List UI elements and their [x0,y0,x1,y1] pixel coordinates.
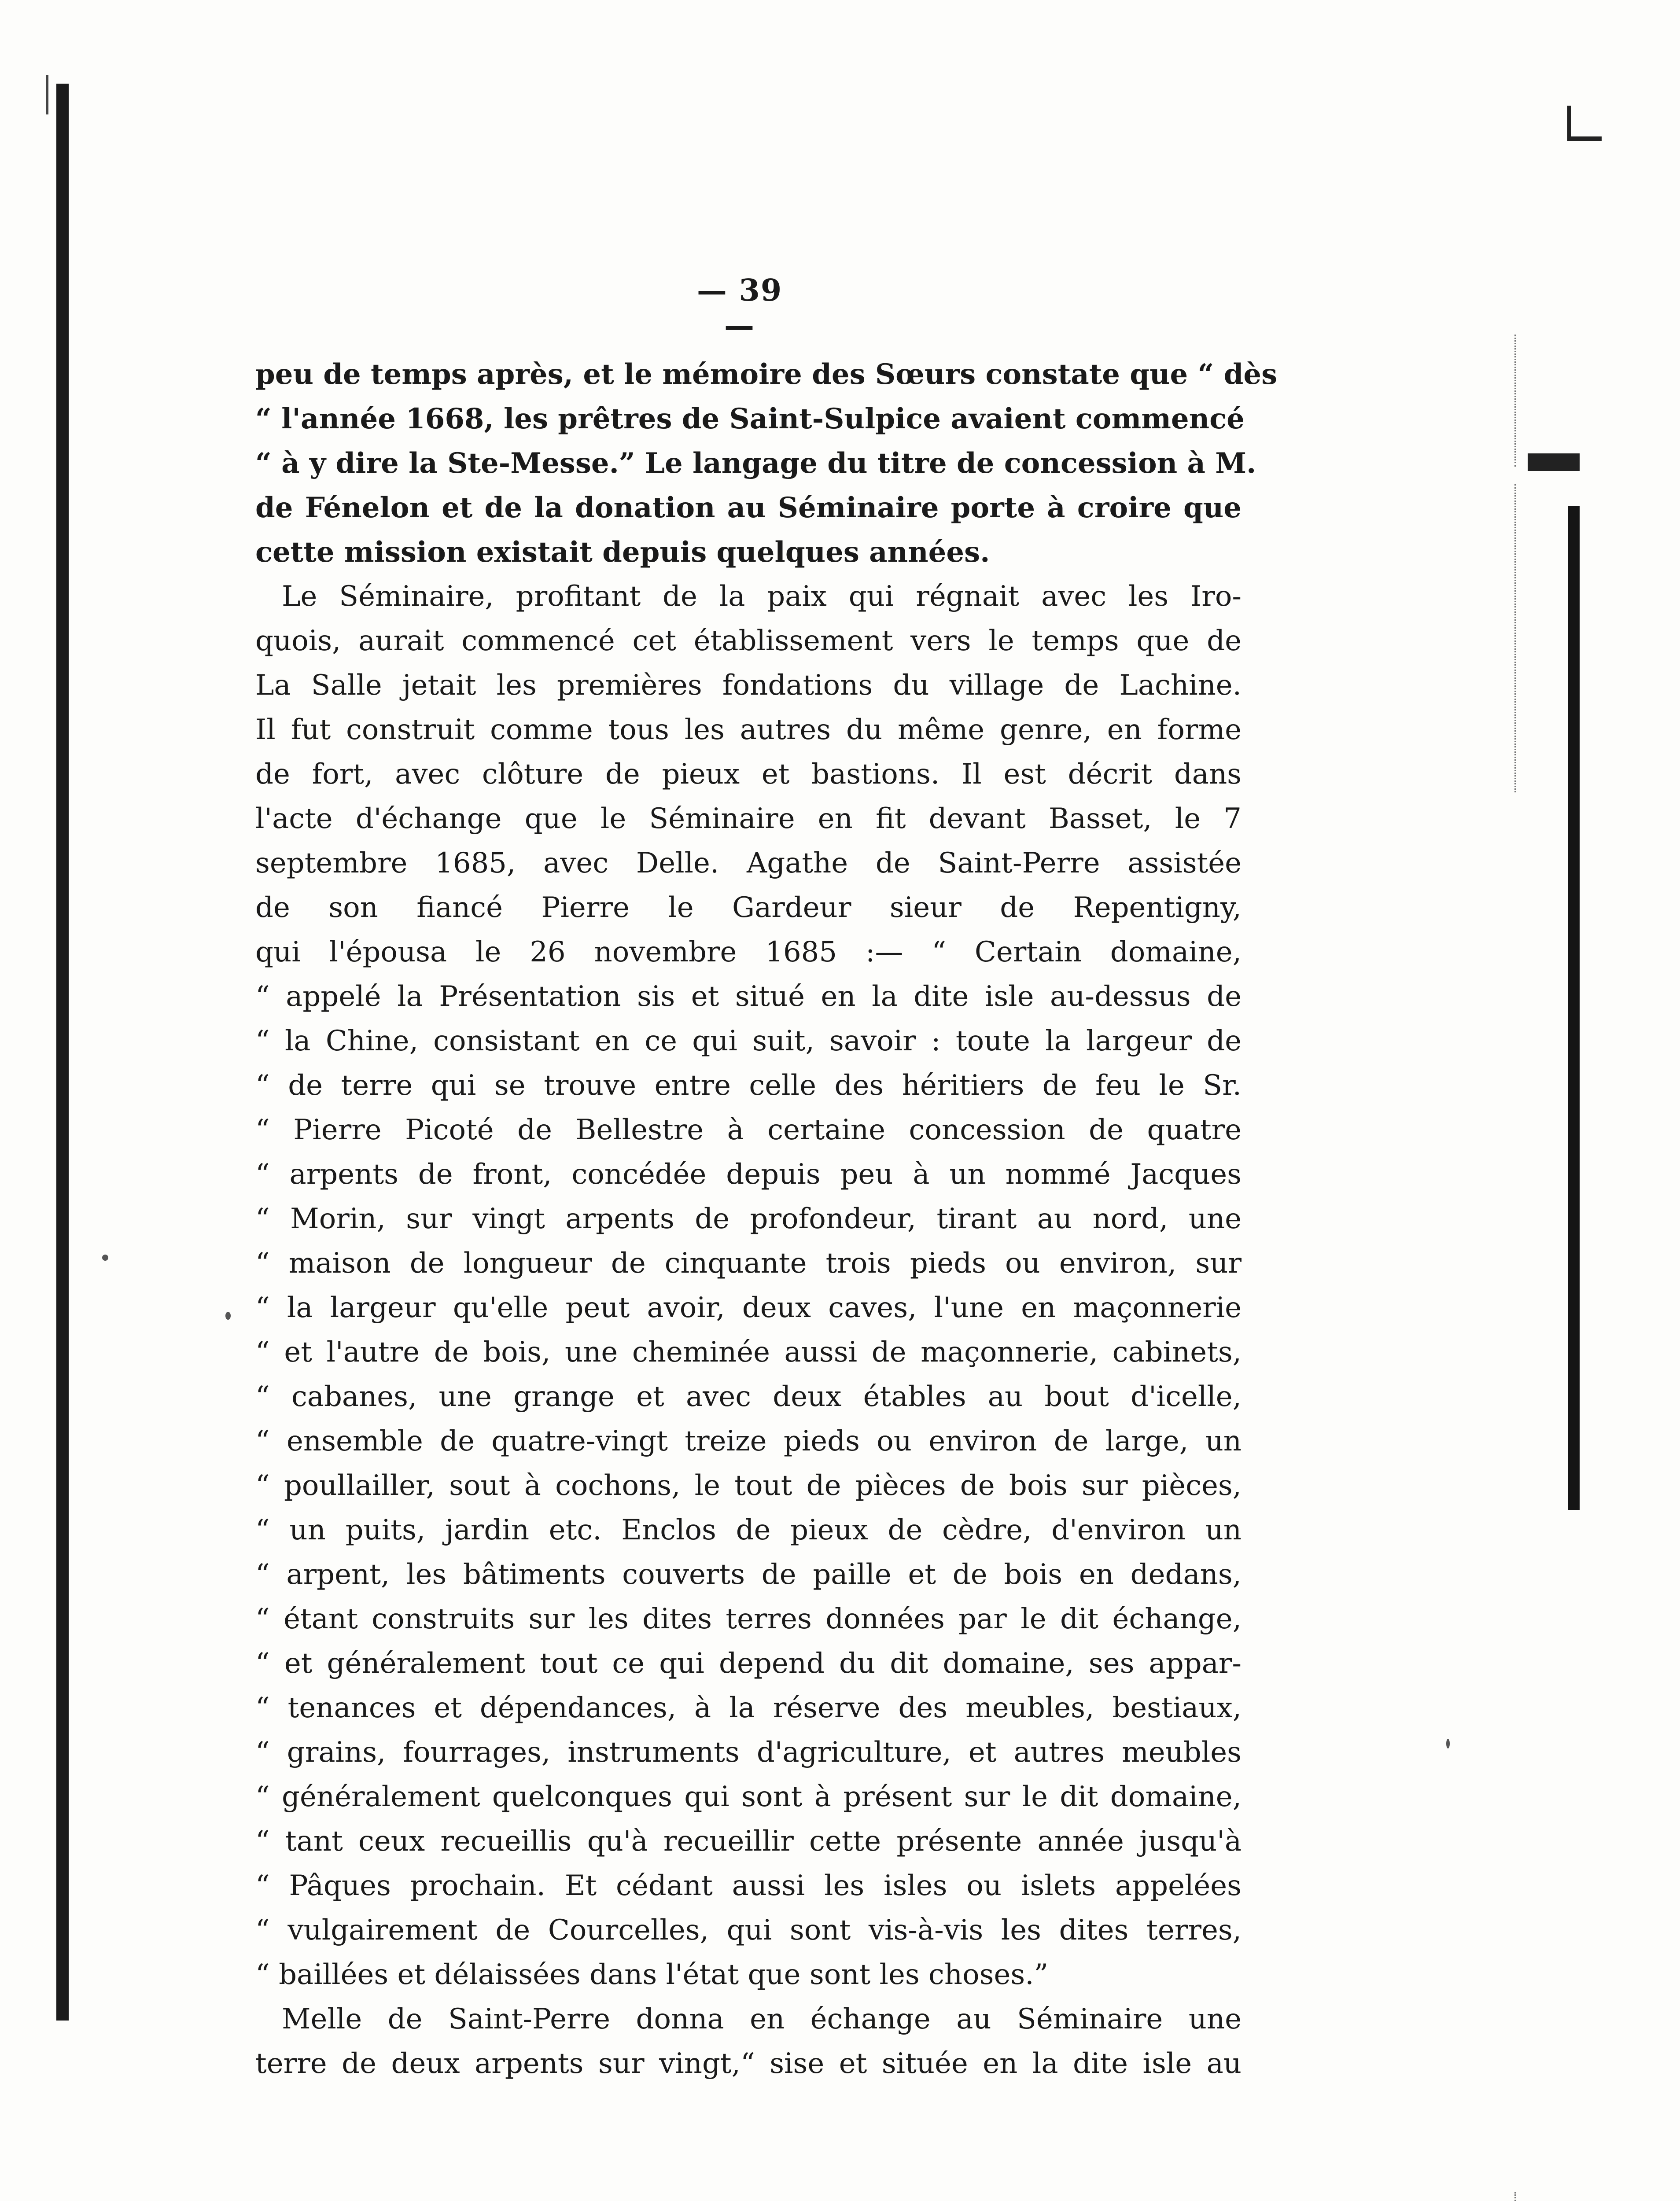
text-line: “ vulgairement de Courcelles, qui sont vis-à-vis les dites terres, [255,1914,1242,1947]
text-line: Melle de Saint-Perre donna en échange au Séminaire une [282,2003,1242,2035]
text-line: “ baillées et délaissées dans l'état que sont les choses.” [255,1958,1049,1991]
text-line: “ étant construits sur les dites terres données par le dit échange, [255,1603,1242,1635]
text-line: “ tant ceux recueillis qu'à recueillir cette présente année jusqu'à [255,1825,1242,1858]
scan-noise [1514,484,1569,792]
text-line: “ arpent, les bâtiments couverts de paille et de bois en dedans, [255,1558,1242,1591]
text-line: de Fénelon et de la donation au Séminaire porte à croire que [255,491,1242,524]
scan-edge-right [1568,506,1580,1510]
text-line: “ Morin, sur vingt arpents de profondeur, tirant au nord, une [255,1203,1242,1235]
scan-speck [225,1312,231,1320]
text-line: “ maison de longueur de cinquante trois pieds ou environ, sur [255,1247,1242,1280]
scan-speck [102,1255,108,1261]
text-line: “ Pâques prochain. Et cédant aussi les isles ou islets appelées [255,1870,1242,1902]
text-line: “ et généralement tout ce qui depend du dit domaine, ses appar- [255,1647,1242,1680]
page-number: — 39 — [696,273,783,343]
text-line: “ généralement quelconques qui sont à présent sur le dit domaine, [255,1781,1242,1813]
text-line: septembre 1685, avec Delle. Agathe de Saint-Perre assistée [255,847,1242,880]
text-line: cette mission existait depuis quelques années. [255,536,990,569]
scan-speck [1446,1739,1450,1748]
scan-noise [1514,335,1569,467]
text-line: “ Pierre Picoté de Bellestre à certaine concession de quatre [255,1114,1242,1146]
text-line: l'acte d'échange que le Séminaire en fit devant Basset, le 7 [255,802,1242,835]
text-line: “ appelé la Présentation sis et situé en la dite isle au-dessus de [255,980,1242,1013]
text-line: qui l'épousa le 26 novembre 1685 :— “ Certain domaine, [255,936,1242,968]
text-line: quois, aurait commencé cet établissement vers le temps que de [255,625,1242,657]
text-line: “ de terre qui se trouve entre celle des héritiers de feu le Sr. [255,1069,1242,1102]
text-line: “ la Chine, consistant en ce qui suit, savoir : toute la largeur de [255,1025,1242,1057]
text-line: “ grains, fourrages, instruments d'agriculture, et autres meubles [255,1736,1242,1769]
text-line: Il fut construit comme tous les autres du même genre, en forme [255,714,1242,746]
text-line: “ ensemble de quatre-vingt treize pieds ou environ de large, un [255,1425,1242,1458]
text-line: “ la largeur qu'elle peut avoir, deux caves, l'une en maçonnerie [255,1292,1242,1324]
scan-edge-left [56,84,69,2021]
text-line: “ poullailler, sout à cochons, le tout de pièces de bois sur pièces, [255,1469,1242,1502]
text-line: “ arpents de front, concédée depuis peu à un nommé Jacques [255,1158,1242,1191]
body-text [255,352,1278,2086]
text-line: “ tenances et dépendances, à la réserve des meubles, bestiaux, [255,1692,1242,1724]
text-line: “ à y dire la Ste-Messe.” Le langage du titre de concession à M. [255,447,1256,480]
scan-edge-mark [46,75,48,114]
text-line: terre de deux arpents sur vingt,“ sise et située en la dite isle au [255,2047,1242,2080]
text-line: Le Séminaire, profitant de la paix qui régnait avec les Iro- [282,580,1242,613]
scan-noise [1514,2192,1569,2201]
text-line: de son fiancé Pierre le Gardeur sieur de Repentigny, [255,891,1242,924]
text-line: “ cabanes, une grange et avec deux étables au bout d'icelle, [255,1380,1242,1413]
text-line: “ un puits, jardin etc. Enclos de pieux de cèdre, d'environ un [255,1514,1242,1546]
text-line: “ l'année 1668, les prêtres de Saint-Sulpice avaient commencé [255,402,1245,435]
text-line: La Salle jetait les premières fondations du village de Lachine. [255,669,1242,702]
text-line: “ et l'autre de bois, une cheminée aussi de maçonnerie, cabinets, [255,1336,1242,1369]
text-line: peu de temps après, et le mémoire des Sœurs constate que “ dès [255,358,1278,391]
text-line: de fort, avec clôture de pieux et bastions. Il est décrit dans [255,758,1242,791]
scan-corner-mark [1567,106,1602,141]
